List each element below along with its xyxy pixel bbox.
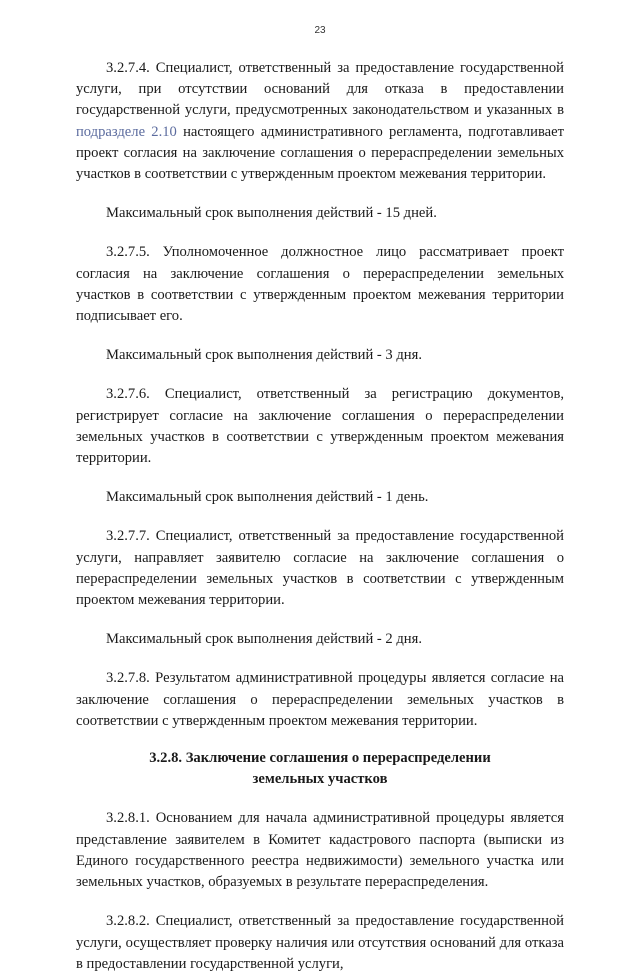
paragraph-text: 3.2.7.4. Специалист, ответственный за предоставление государственной услуги, при отсутствии оснований для отказа в предоставлении государственной услуги, предусмотренных законодательством и указанных в [76, 60, 564, 119]
subsection-2-10-link[interactable]: подразделе 2.10 [76, 123, 177, 140]
section-heading-3-2-8 [76, 748, 564, 790]
paragraph-3-2-7-4 [76, 58, 564, 185]
paragraph-3-2-7-6: 3.2.7.6. Специалист, ответственный за регистрацию документов, регистрирует согласие на заключение соглашения о перераспределении земельных участков в соответствии с утвержденным проектом межевания территории. [76, 386, 564, 467]
heading-line: земельных участков [252, 771, 388, 788]
deadline-15-days: Максимальный срок выполнения действий - 15 дней. [106, 205, 437, 222]
paragraph-3-2-7-5: 3.2.7.5. Уполномоченное должностное лицо рассматривает проект согласия на заключение соглашения о перераспределении земельных участков в соответствии с утвержденным проектом межевания территории подписывает его. [76, 244, 564, 325]
deadline-2-days: Максимальный срок выполнения действий - 2 дня. [106, 631, 422, 648]
paragraph-3-2-7-7: 3.2.7.7. Специалист, ответственный за предоставление государственной услуги, направляет заявителю согласие на заключение соглашения о перераспределении земельных участков в соответствии с утвержденным проектом межевания территории. [76, 528, 564, 609]
document-body [76, 58, 564, 975]
deadline-1-day: Максимальный срок выполнения действий - 1 день. [106, 489, 429, 506]
paragraph-3-2-8-1: 3.2.8.1. Основанием для начала административной процедуры является представление заявителем в Комитет кадастрового паспорта (выписки из Единого государственного реестра недвижимости) земельного участка или земельных участков, образуемых в результате перераспределения. [76, 810, 564, 891]
page-number: 23 [314, 25, 326, 36]
heading-line: 3.2.8. Заключение соглашения о перераспределении [149, 750, 491, 767]
paragraph-3-2-8-2: 3.2.8.2. Специалист, ответственный за предоставление государственной услуги, осуществляет проверку наличия или отсутствия оснований для отказа в предоставлении государственной услуги, [76, 913, 564, 972]
paragraph-3-2-7-8: 3.2.7.8. Результатом административной процедуры является согласие на заключение соглашения о перераспределении земельных участков в соответствии с утвержденным проектом межевания территории. [76, 670, 564, 729]
paragraph-text: настоящего административного регламента, подготавливает проект согласия на заключение соглашения о перераспределении земельных участков в соответствии с утвержденным проектом межевания территории. [76, 123, 564, 183]
deadline-3-days: Максимальный срок выполнения действий - 3 дня. [106, 347, 422, 364]
